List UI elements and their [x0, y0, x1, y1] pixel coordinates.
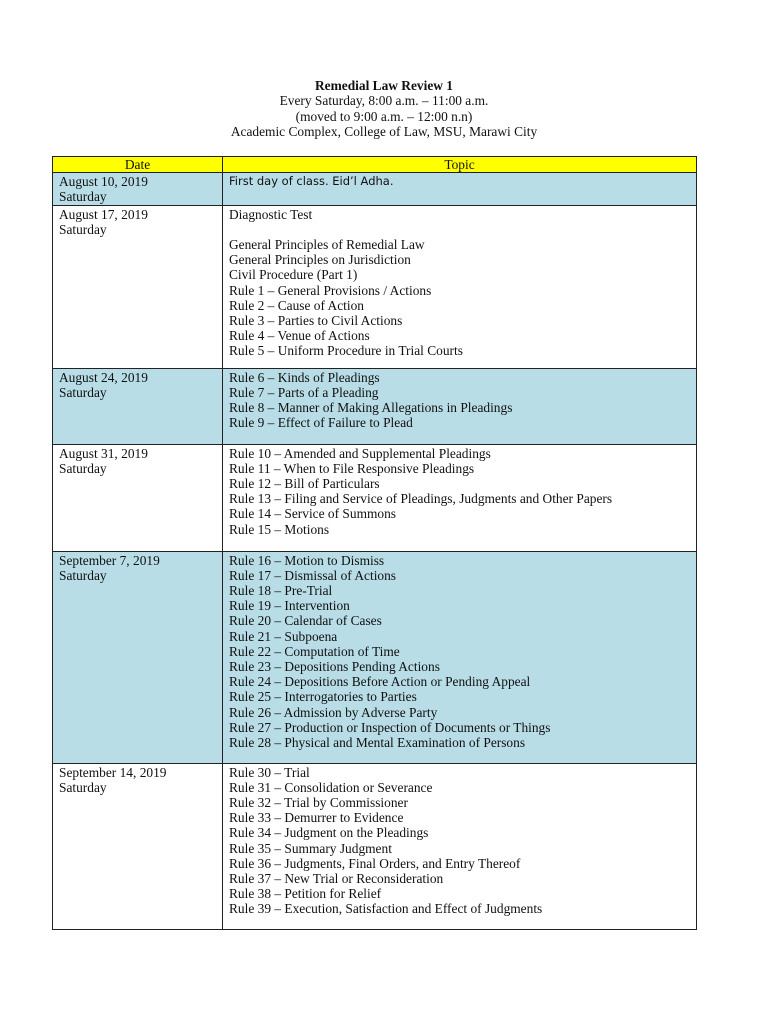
topic-line: Rule 22 – Computation of Time [229, 643, 400, 659]
date-text: August 17, 2019 [59, 206, 148, 222]
day-text: Saturday [59, 460, 107, 476]
topic-cell [223, 551, 697, 763]
table-row [53, 551, 697, 763]
topic-line: Rule 24 – Depositions Before Action or Pending Appeal [229, 674, 531, 690]
topic-line: General Principles of Remedial Law [229, 237, 425, 252]
topic-line: Rule 25 – Interrogatories to Parties [229, 689, 417, 705]
topic-line: Rule 2 – Cause of Action [229, 297, 365, 313]
topic-line: Rule 17 – Dismissal of Actions [229, 567, 397, 583]
topic-line: Rule 14 – Service of Summons [229, 506, 396, 522]
topic-line: Rule 30 – Trial [229, 764, 310, 780]
topic-line: Rule 8 – Manner of Making Allegations in Pleadings [229, 400, 513, 416]
topic-line: Diagnostic Test [229, 206, 313, 222]
day-text: Saturday [59, 384, 107, 400]
topic-column-header: Topic [223, 157, 697, 173]
date-text: August 31, 2019 [59, 445, 148, 461]
date-cell [53, 444, 223, 551]
schedule-table [52, 156, 697, 930]
topic-line: Rule 5 – Uniform Procedure in Trial Courts [229, 343, 463, 359]
table-row [53, 444, 697, 551]
topic-line: Rule 16 – Motion to Dismiss [229, 552, 385, 568]
topic-line: Rule 23 – Depositions Pending Actions [229, 659, 440, 675]
topic-line: General Principles on Jurisdiction [229, 252, 411, 268]
table-header-row [53, 157, 697, 173]
topic-line: Rule 36 – Judgments, Final Orders, and Entry Thereof [229, 855, 521, 871]
date-text: September 14, 2019 [59, 764, 167, 780]
blank-line [229, 222, 690, 237]
topic-line: Rule 26 – Admission by Adverse Party [229, 704, 438, 720]
day-text: Saturday [59, 221, 107, 237]
date-column-header: Date [53, 157, 223, 173]
date-cell [53, 763, 223, 929]
document-title: Remedial Law Review 1 [315, 78, 453, 93]
topic-line: Rule 38 – Petition for Relief [229, 886, 382, 902]
topic-line: Rule 10 – Amended and Supplemental Pleadings [229, 445, 491, 461]
topic-line: Rule 7 – Parts of a Pleading [229, 384, 379, 400]
topic-line: Rule 6 – Kinds of Pleadings [229, 369, 380, 385]
topic-line: Rule 28 – Physical and Mental Examination of Persons [229, 735, 526, 751]
topic-line: Rule 19 – Intervention [229, 598, 350, 614]
table-row [53, 205, 697, 368]
topic-cell [223, 205, 697, 368]
topic-line: Rule 12 – Bill of Particulars [229, 476, 380, 492]
day-text: Saturday [59, 189, 107, 205]
date-cell [53, 173, 223, 205]
topic-line: Rule 37 – New Trial or Reconsideration [229, 871, 444, 887]
date-text: September 7, 2019 [59, 552, 160, 568]
topic-line: Civil Procedure (Part 1) [229, 267, 358, 283]
date-text: August 10, 2019 [59, 174, 148, 190]
topic-line: Rule 33 – Demurrer to Evidence [229, 810, 404, 826]
table-row [53, 368, 697, 444]
table-row [53, 763, 697, 929]
topic-line: Rule 27 – Production or Inspection of Documents or Things [229, 719, 551, 735]
topic-line: Rule 20 – Calendar of Cases [229, 613, 382, 629]
day-text: Saturday [59, 567, 107, 583]
date-text: August 24, 2019 [59, 369, 148, 385]
date-cell [53, 205, 223, 368]
table-row [53, 173, 697, 205]
topic-line: First day of class. Eid’l Adha. [229, 174, 394, 189]
moved-schedule-line: (moved to 9:00 a.m. – 12:00 n.n) [295, 108, 473, 124]
topic-line: Rule 11 – When to File Responsive Pleadings [229, 460, 475, 476]
topic-line: Rule 3 – Parties to Civil Actions [229, 313, 403, 329]
topic-line: Rule 39 – Execution, Satisfaction and Effect of Judgments [229, 901, 543, 917]
topic-cell [223, 763, 697, 929]
topic-line: Rule 9 – Effect of Failure to Plead [229, 415, 413, 431]
topic-line: Rule 31 – Consolidation or Severance [229, 779, 433, 795]
topic-line: Rule 15 – Motions [229, 521, 330, 537]
topic-cell [223, 173, 697, 205]
topic-cell [223, 444, 697, 551]
document-header [0, 78, 768, 140]
topic-line: Rule 1 – General Provisions / Actions [229, 282, 432, 298]
topic-line: Rule 34 – Judgment on the Pleadings [229, 825, 429, 841]
topic-line: Rule 18 – Pre-Trial [229, 583, 333, 599]
schedule-line: Every Saturday, 8:00 a.m. – 11:00 a.m. [279, 93, 489, 109]
topic-cell [223, 368, 697, 444]
topic-line: Rule 21 – Subpoena [229, 628, 338, 644]
topic-line: Rule 35 – Summary Judgment [229, 840, 392, 856]
date-cell [53, 551, 223, 763]
day-text: Saturday [59, 779, 107, 795]
venue-line: Academic Complex, College of Law, MSU, Marawi City [230, 124, 538, 140]
date-cell [53, 368, 223, 444]
topic-line: Rule 4 – Venue of Actions [229, 328, 370, 344]
topic-line: Rule 13 – Filing and Service of Pleadings, Judgments and Other Papers [229, 491, 613, 507]
topic-line: Rule 32 – Trial by Commissioner [229, 795, 408, 811]
